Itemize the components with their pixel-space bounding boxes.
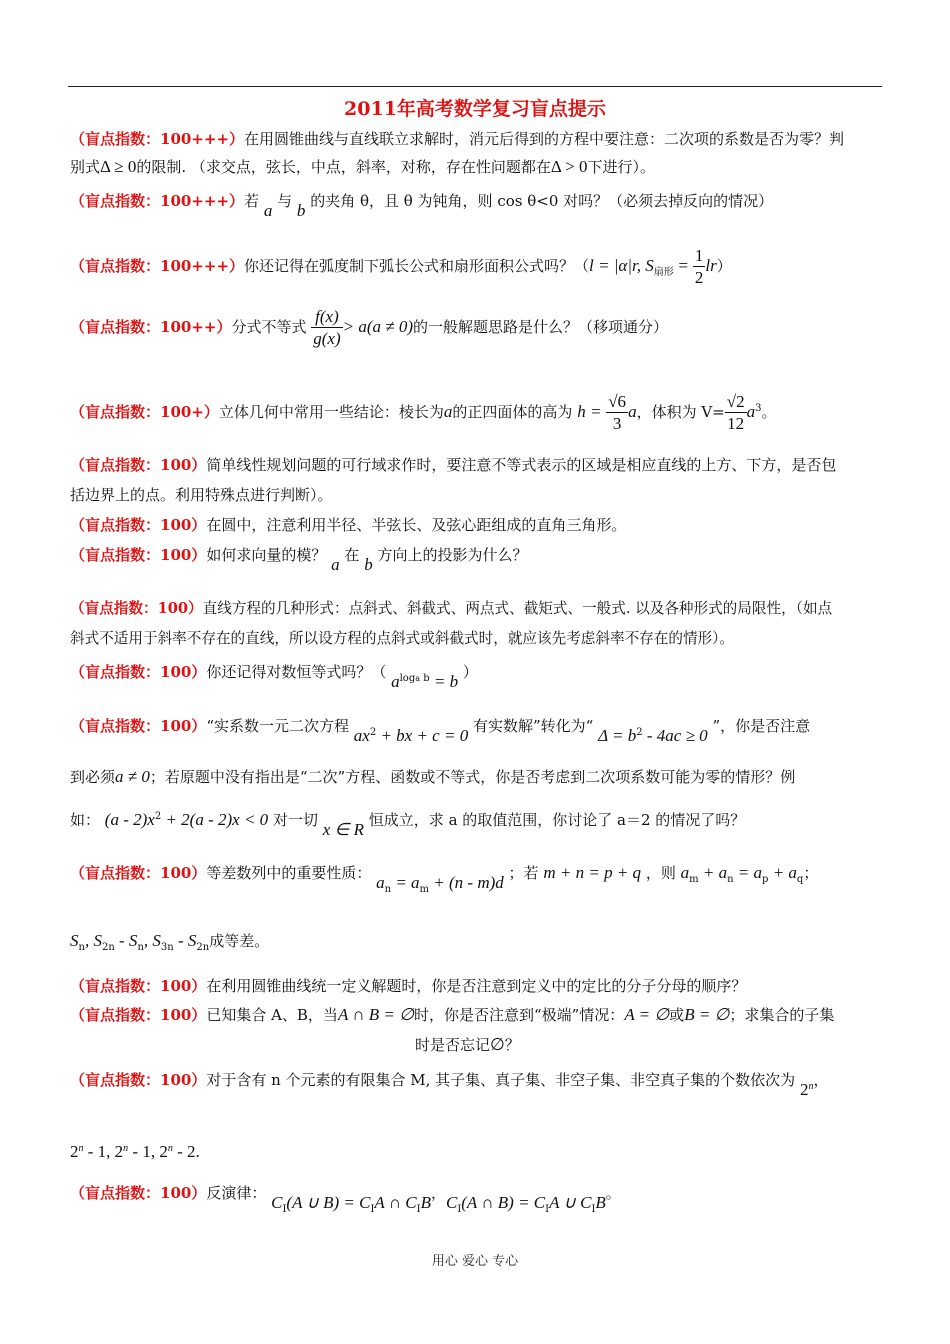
item-tag: （盲点指数：100）	[70, 1071, 207, 1089]
item-15-line-1: （盲点指数：100）对于含有 n 个元素的有限集合 M, 其子集、真子集、非空子集、非空真子集的个数依次为 2$^n$，	[70, 1071, 829, 1099]
math-expression: $C_I(A$ ∩ $B) = C_IA$ ∪ $C_IB$	[445, 1193, 606, 1215]
item-1-line-1: （盲点指数：100+++）在用圆锥曲线与直线联立求解时，消元后得到的方程中要注意：二次项的系数是否为零？判	[70, 130, 845, 148]
item-8: （盲点指数：100）如何求向量的模？ a 在 b 方向上的投影为什么？	[70, 546, 528, 574]
item-tag: （盲点指数：100）	[70, 1006, 207, 1024]
vector-a: a	[331, 555, 340, 574]
math-expression: A ∩ B = ∅	[337, 1005, 414, 1024]
item-tag: （盲点指数：100）	[70, 456, 207, 474]
item-tag: （盲点指数：100）	[70, 600, 203, 617]
vector-b: b	[296, 201, 306, 220]
page-title: 2011年高考数学复习盲点提示	[344, 98, 606, 120]
math-expression: $a_n = a_m + (n - m)d$	[376, 873, 504, 895]
item-6-line-1: （盲点指数：100）简单线性规划问题的可行域求作时，要注意不等式表示的区域是相应直线的上方、下方，是否包	[70, 456, 837, 474]
item-11-line-3: 如： $(a - 2)x^2 + 2(a - 2)x < 0$ 对一切 x ∈ R 恒成立，求 a 的取值范围，你讨论了 a＝2 的情况了吗？	[70, 810, 746, 839]
math-expression: 2$^n$	[799, 1080, 814, 1099]
item-14-line-2: 时是否忘记∅？	[415, 1035, 520, 1054]
item-tag: （盲点指数：100）	[70, 864, 207, 882]
math-expression: $S_n$, $S_{2n} - S_n$, $S_{3n} - S_{2n}$	[70, 931, 210, 953]
math-expression: 2$^n$ - 1, 2$^n$ - 1, 2$^n$ - 2.	[70, 1142, 200, 1161]
vector-a: a	[263, 201, 273, 220]
item-3: （盲点指数：100+++）你还记得在弧度制下弧长公式和扇形面积公式吗？（l = |α|r, $S_{扇形}$ = $\frac{1}{2}$ lr）	[70, 245, 732, 287]
item-11-line-2: 到必须a ≠ 0；若原题中没有指出是“二次”方程、函数或不等式，你是否考虑到二次项系数可能为零的情形？例	[70, 767, 796, 786]
item-6-line-2: 括边界上的点。利用特殊点进行判断）。	[70, 486, 333, 504]
item-14-line-1: （盲点指数：100）已知集合 A、B，当A ∩ B = ∅时，你是否注意到“极端”情况：A = ∅或B = ∅；求集合的子集	[70, 1005, 835, 1024]
math-expression: $a_m + a_n = a_p + a_q$	[680, 863, 804, 885]
math-expression: a ≠ 0	[115, 767, 150, 786]
math-expression: l = |α|r, S	[589, 256, 654, 275]
item-tag: （盲点指数：100+++）	[70, 192, 245, 210]
item-12-line-2: $S_n$, $S_{2n} - S_n$, $S_{3n} - S_{2n}$成等差。	[70, 931, 270, 953]
item-9-line-1: （盲点指数：100）直线方程的几种形式：点斜式、斜截式、两点式、截矩式、一般式. 以及各种形式的局限性，（如点	[70, 600, 833, 617]
item-1-line-2: 别式Δ ≥ 0的限制. （求交点，弦长，中点，斜率，对称，存在性问题都在Δ > 0下进行）。	[70, 157, 655, 176]
empty-set-symbol: ∅	[490, 1035, 505, 1054]
item-tag: （盲点指数：100+++）	[70, 257, 245, 275]
math-expression: m + n = p + q	[543, 863, 642, 882]
item-tag: （盲点指数：100）	[70, 1184, 207, 1202]
item-tag: （盲点指数：100++）	[70, 318, 232, 336]
item-tag: （盲点指数：100）	[70, 516, 207, 534]
fraction: $\frac{√2}{12}$	[726, 391, 745, 433]
math-expression: A = ∅	[624, 1005, 670, 1024]
item-5: （盲点指数：100+）立体几何中常用一些结论：棱长为a的正四面体的高为 h = $\frac{√6}{3}$ a，体积为 V= $\frac{√2}{12}$ $a^3$。	[70, 391, 777, 433]
item-16: （盲点指数：100）反演律： $C_I(A$ ∪ $B) = C_IA$ ∩ $C_IB$，$C_I(A$ ∩ $B) = C_IA$ ∪ $C_IB$。	[70, 1184, 621, 1215]
item-15-line-2	[70, 1138, 882, 1163]
page-footer: 用心 爱心 专心	[431, 1254, 519, 1269]
item-7: （盲点指数：100）在圆中，注意利用半径、半弦长、及弦心距组成的直角三角形。	[70, 516, 627, 534]
item-tag: （盲点指数：100+++）	[70, 130, 245, 148]
log-identity: $a^{loga}$ $^b$ = b	[391, 672, 459, 691]
item-13: （盲点指数：100）在利用圆锥曲线统一定义解题时，你是否注意到定义中的定比的分子分母的顺序？	[70, 977, 747, 995]
math-expression: x ∈ R	[322, 820, 365, 839]
item-9-line-2: 斜式不适用于斜率不存在的直线，所以设方程的点斜式或斜截式时，就应该先考虑斜率不存在的情形）。	[70, 630, 735, 647]
math-expression: $\Delta = b^2 - 4ac \ge 0$	[598, 726, 708, 745]
fraction: $\frac{f(x)}{g(x)}$	[313, 306, 341, 348]
item-10: （盲点指数：100）你还记得对数恒等式吗？（ $a^{loga}$ $^b$ = b ）	[70, 663, 478, 691]
item-tag: （盲点指数：100）	[70, 663, 207, 681]
math-expression: $C_I(A$ ∪ $B) = C_IA$ ∩ $C_IB$	[271, 1193, 431, 1215]
item-4: （盲点指数：100++）分式不等式 $\frac{f(x)}{g(x)}$ > a(a ≠ 0)的一般解题思路是什么？（移项通分）	[70, 306, 669, 348]
math-expression: Δ ≥ 0	[100, 157, 137, 176]
item-12-line-1: （盲点指数：100）等差数列中的重要性质： $a_n = a_m + (n - m)d$ ；若 m + n = p + q ，则 $a_m + a_n = a_p + a_q$；	[70, 863, 819, 895]
item-tag: （盲点指数：100）	[70, 717, 207, 735]
item-tag: （盲点指数：100）	[70, 977, 207, 995]
header-rule	[68, 86, 882, 87]
item-tag: （盲点指数：100+）	[70, 403, 219, 421]
math-expression: B = ∅	[684, 1005, 730, 1024]
math-expression: $(a - 2)x^2 + 2(a - 2)x < 0$	[104, 810, 269, 829]
math-expression: > a(a ≠ 0)	[342, 317, 413, 336]
fraction: $\frac{√6}{3}$	[608, 391, 627, 433]
item-tag: （盲点指数：100）	[70, 546, 207, 564]
item-2: （盲点指数：100+++）若 a 与 b 的夹角 θ，且 θ 为钝角，则 cos θ<0 对吗？（必须去掉反向的情况）	[70, 192, 774, 220]
vector-b: b	[364, 555, 373, 574]
math-expression: Δ > 0	[550, 157, 588, 176]
item-11-line-1: （盲点指数：100）“实系数一元二次方程 $ax^2$ + bx + c = 0 有实数解”转化为“ $\Delta = b^2 - 4ac \ge 0$ ”，你是否注意	[70, 717, 811, 745]
math-expression: $ax^2$ + bx + c = 0	[353, 726, 469, 745]
fraction: $\frac{1}{2}$	[694, 245, 704, 287]
